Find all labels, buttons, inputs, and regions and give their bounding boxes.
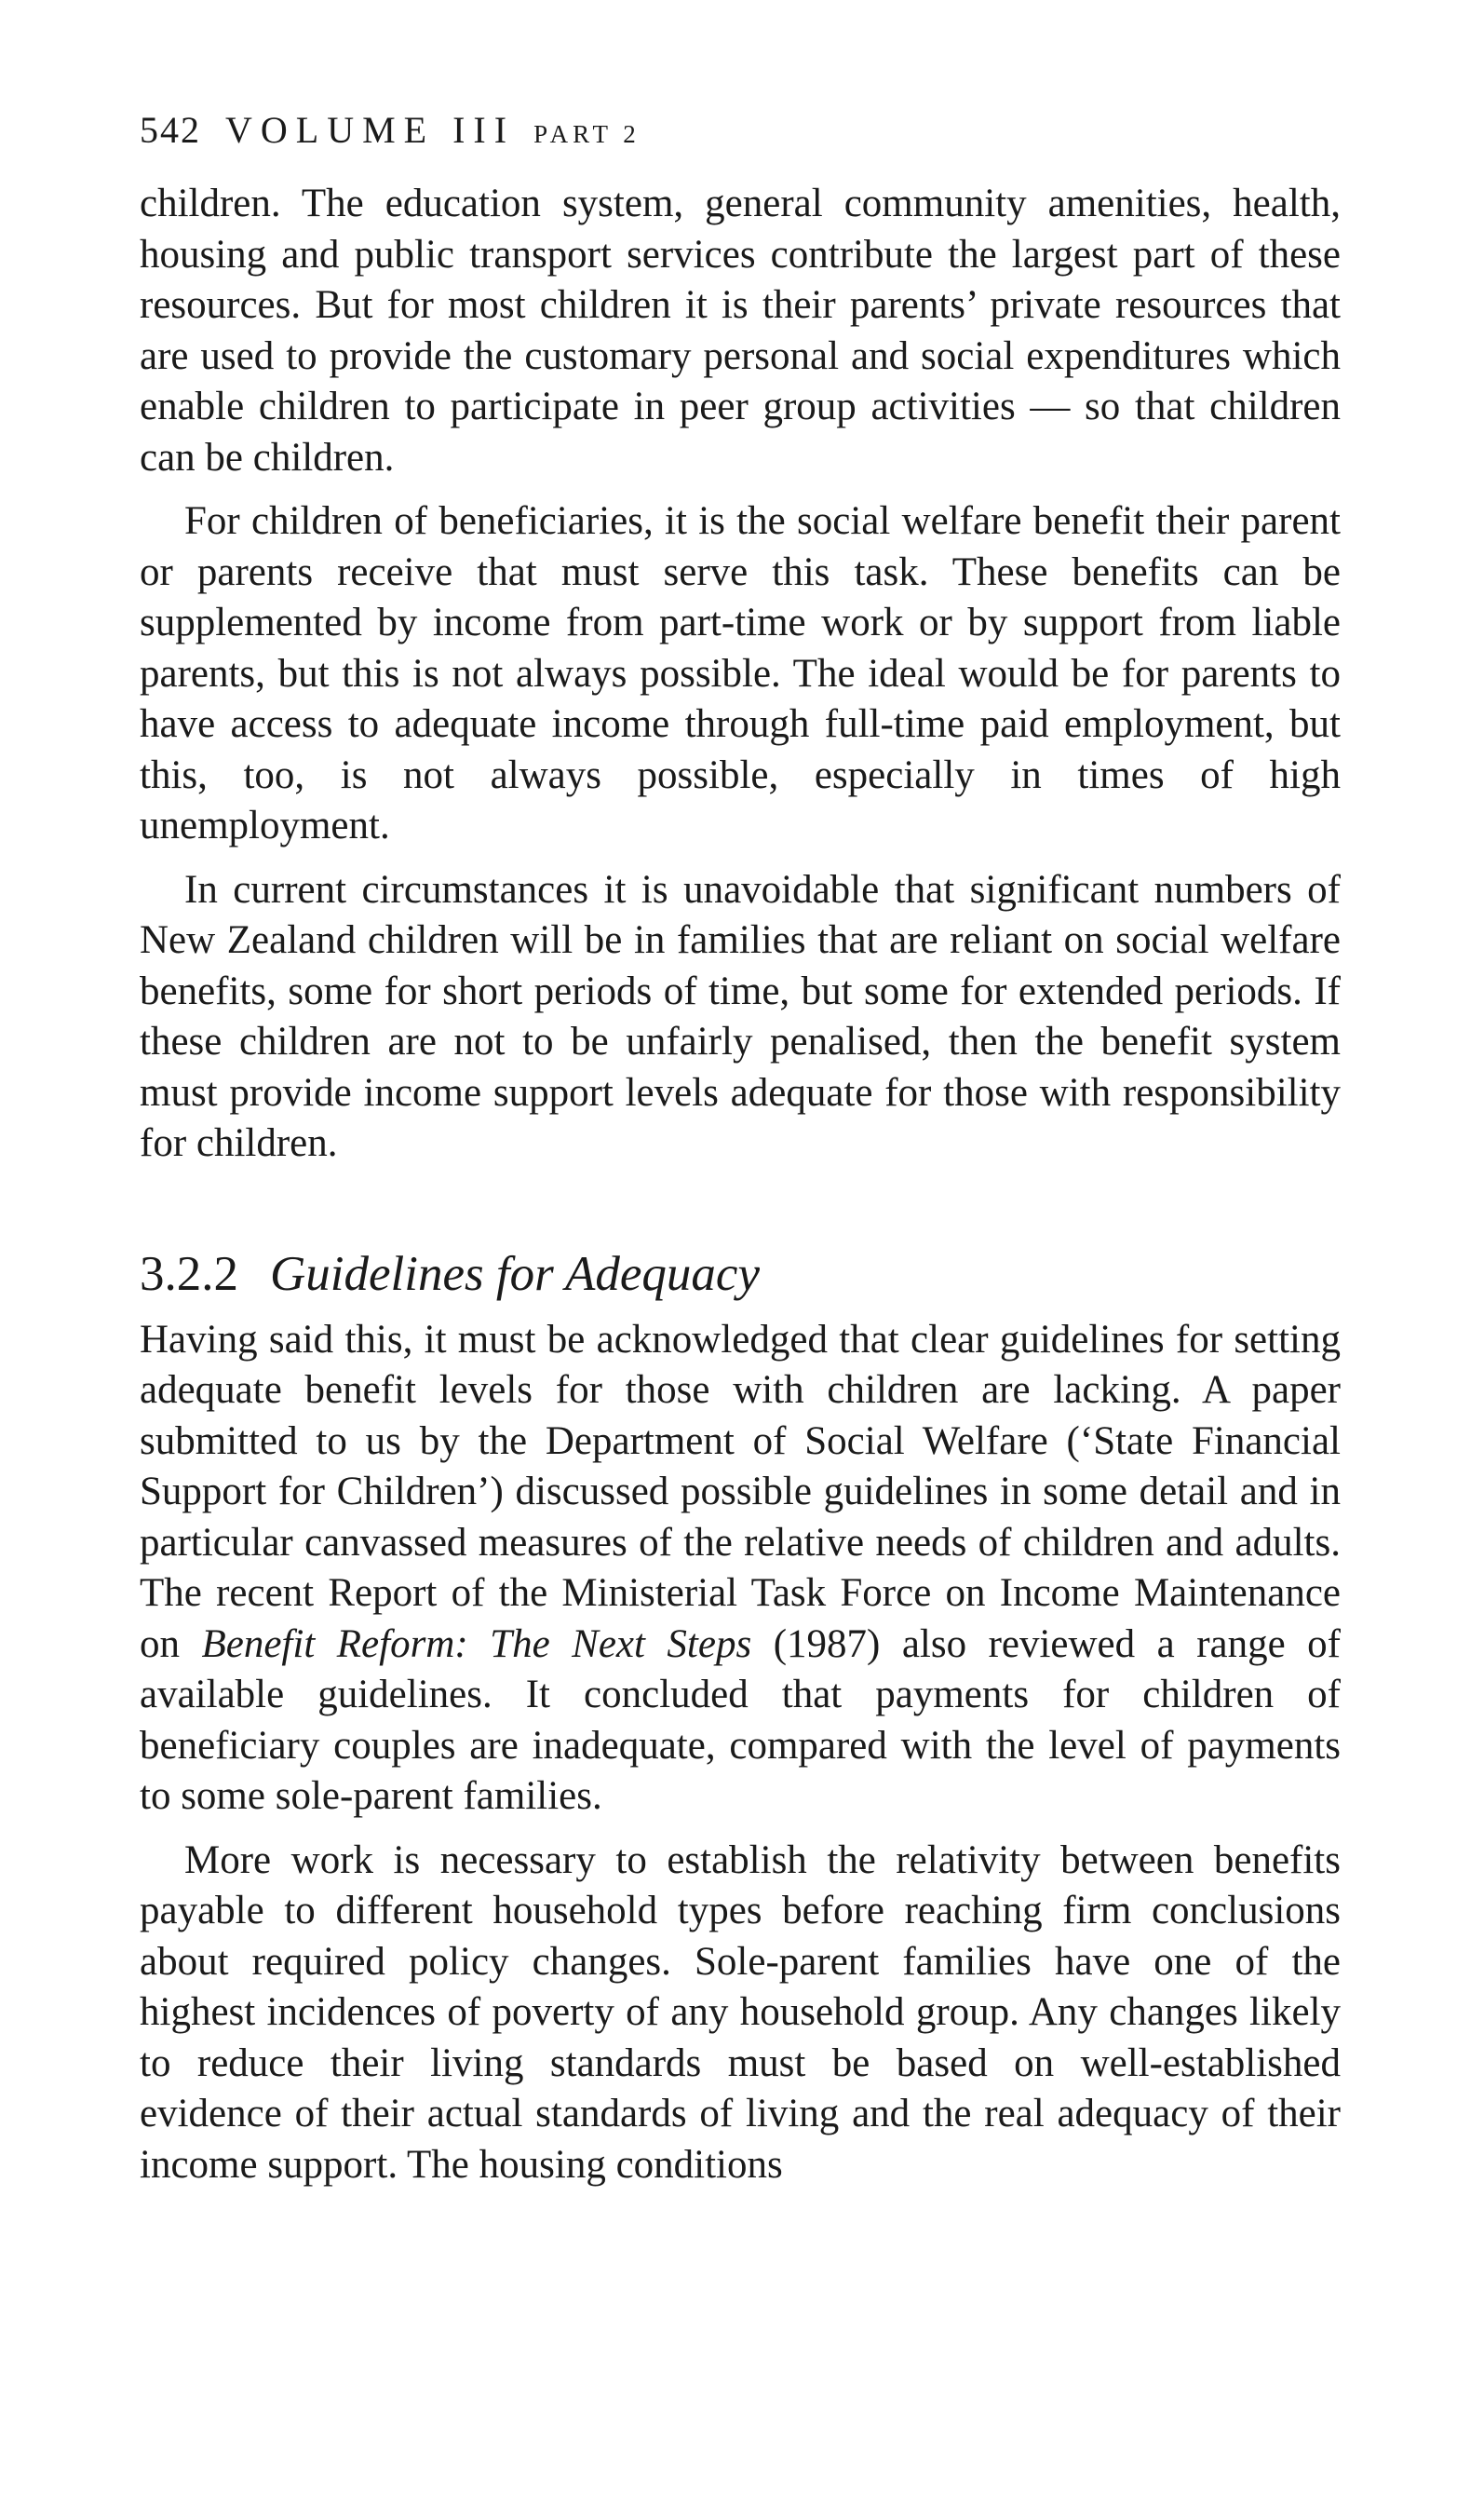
section-title: Guidelines for Adequacy [270, 1246, 760, 1301]
page-number: 542 [140, 109, 201, 151]
paragraph-guidelines [140, 1315, 1341, 1823]
paragraph-beneficiaries: For children of beneficiaries, it is the social welfare benefit their parent or parents receive that must serve this task. These benefits can be supplemented by income from part-time work or by support from liable parents, but this is not always possible. The ideal would be for parents to have access to adequate income through full-time paid employment, but this, too, is not always possible, especially in times of high unemployment. [140, 499, 1341, 847]
report-title: Benefit Reform: The Next Steps [201, 1621, 752, 1666]
volume-label: VOLUME III [225, 109, 516, 151]
paragraph-guidelines-part2: (1987) also reviewed a range of available guidelines. It concluded that payments for children of beneficiary couples are inadequate, compared with the level of payments to some sole-parent families. [140, 1621, 1342, 1818]
document-page [140, 109, 1342, 2203]
paragraph-guidelines-part1: Having said this, it must be acknowledged that clear guidelines for setting adequate benefit levels for those with children are lacking. A paper submitted to us by the Department of Social Welfare (‘State Financial Support for Children’) discussed possible guidelines in some detail and in particular canvassed measures of the relative needs of children and adults. The recent Report of the Ministerial Task Force on Income Maintenance on [140, 1317, 1341, 1666]
paragraph-more-work: More work is necessary to establish the relativity between benefits payable to different household types before reaching firm conclusions about required policy changes. Sole-parent families have one of the highest incidences of poverty of any household group. Any changes likely to reduce their living standards must be based on well-established evidence of their actual standards of living and the real adequacy of their income support. The housing conditions [140, 1837, 1341, 2187]
paragraph-continued: children. The education system, general community amenities, health, housing and public transport services contribute the largest part of these resources. But for most children it is their parents’ private resources that are used to provide the customary personal and social expenditures which enable children to participate in peer group activities — so that children can be children. [140, 182, 1341, 480]
section-number: 3.2.2 [140, 1246, 238, 1301]
paragraph-circumstances: In current circumstances it is unavoidable that significant numbers of New Zealand children will be in families that are reliant on social welfare benefits, some for short periods of time, but some for extended periods. If these children are not to be unfairly penalised, then the benefit system must provide income support levels adequate for those with responsibility for children. [140, 867, 1341, 1165]
section-heading [140, 1244, 1341, 1304]
part-label: PART 2 [533, 120, 641, 148]
running-head [140, 109, 1341, 151]
